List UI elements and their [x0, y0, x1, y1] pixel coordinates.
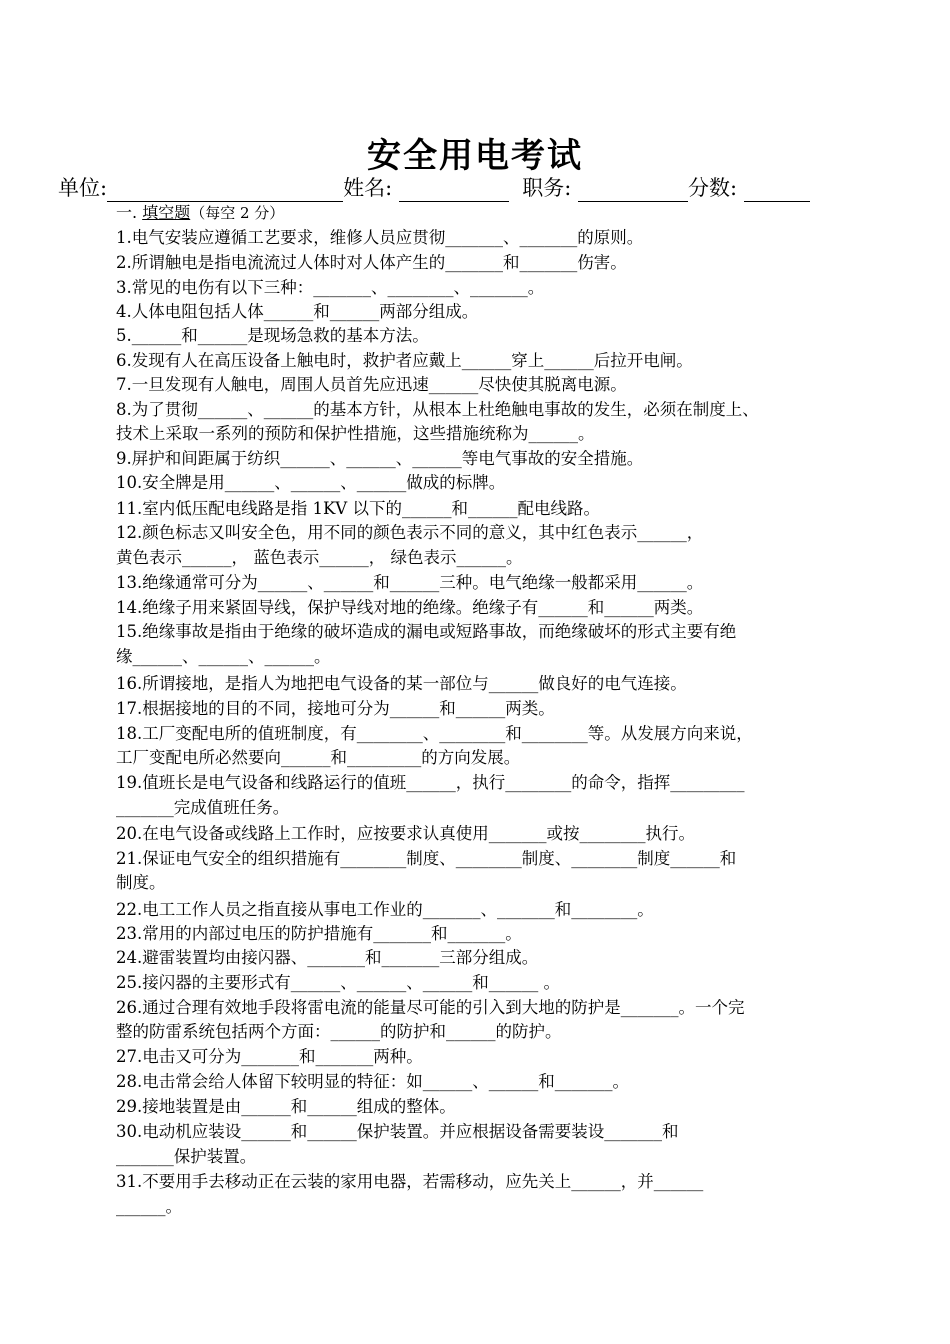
question-line: 13.绝缘通常可分为______、______和______三种。电气绝缘一般都采用______。 — [116, 573, 704, 592]
question-line: 27.电击又可分为_______和_______两种。 — [116, 1047, 423, 1066]
question-line: _______完成值班任务。 — [116, 798, 290, 817]
question-line: 工厂变配电所必然要向______和_________的方向发展。 — [116, 748, 521, 767]
question-line: 整的防雷系统包括两个方面：______的防护和______的防护。 — [116, 1022, 562, 1041]
question-line: 2.所谓触电是指电流流过人体时对人体产生的_______和_______伤害。 — [116, 253, 627, 272]
score-label: 分数: — [687, 176, 738, 200]
page-title: 安全用电考试 — [367, 136, 583, 176]
question-line: 29.接地装置是由______和______组成的整体。 — [116, 1097, 456, 1116]
section-header — [116, 202, 284, 224]
question-line: 3.常见的电伤有以下三种：_______、________、_______。 — [116, 278, 545, 297]
question-line: 24.避雷装置均由接闪器、_______和_______三部分组成。 — [116, 948, 539, 967]
section-title: 填空题 — [142, 203, 191, 222]
question-line: 6.发现有人在高压设备上触电时，救护者应戴上______穿上______后拉开电闸。 — [116, 351, 693, 370]
section-number: 一. — [116, 203, 138, 222]
question-line: 30.电动机应装设______和______保护装置。并应根据设备需要装设_______和 — [116, 1122, 679, 1141]
unit-blank[interactable] — [107, 179, 343, 202]
question-line: 26.通过合理有效地手段将雷电流的能量尽可能的引入到大地的防护是_______。一个完 — [116, 998, 745, 1017]
question-line: 20.在电气设备或线路上工作时，应按要求认真使用_______或按________执行。 — [116, 824, 695, 843]
unit-label: 单位: — [58, 176, 108, 200]
question-line: 8.为了贯彻______、______的基本方针，从根本上杜绝触电事故的发生，必须在制度上、 — [116, 400, 759, 419]
position-label: 职务: — [522, 176, 572, 200]
question-line: 23.常用的内部过电压的防护措施有_______和_______。 — [116, 924, 522, 943]
question-line: 31.不要用手去移动正在云装的家用电器，若需移动，应先关上______，并______ — [116, 1172, 704, 1191]
question-line: 22.电工工作人员之指直接从事电工作业的_______、_______和________。 — [116, 900, 654, 919]
question-line: 制度。 — [116, 873, 166, 892]
question-line: 9.屏护和间距属于纺织______、______、______等电气事故的安全措施。 — [116, 449, 644, 468]
question-line: 技术上采取一系列的预防和保护性措施，这些措施统称为______。 — [116, 424, 595, 443]
question-line: 17.根据接地的目的不同，接地可分为______和______两类。 — [116, 699, 555, 718]
question-line: 4.人体电阻包括人体______和______两部分组成。 — [116, 302, 479, 321]
question-line: 10.安全牌是用______、______、______做成的标牌。 — [116, 473, 506, 492]
question-line: 缘______、______、______。 — [116, 647, 331, 666]
question-line: 14.绝缘子用来紧固导线，保护导线对地的绝缘。绝缘子有______和______两类。 — [116, 598, 704, 617]
question-line: 16.所谓接地，是指人为地把电气设备的某一部位与______做良好的电气连接。 — [116, 674, 687, 693]
question-line: 1.电气安装应遵循工艺要求，维修人员应贯彻_______、_______的原则。 — [116, 228, 644, 247]
question-line: _______保护装置。 — [116, 1147, 257, 1166]
question-line: 5.______和______是现场急救的基本方法。 — [116, 326, 429, 345]
question-line: 21.保证电气安全的组织措施有________制度、________制度、________制度______和 — [116, 849, 737, 868]
name-label: 姓名: — [343, 176, 393, 200]
section-note: （每空 2 分） — [190, 204, 285, 222]
info-row — [58, 174, 810, 202]
question-line: 7.一旦发现有人触电，周围人员首先应迅速______尽快使其脱离电源。 — [116, 375, 627, 394]
question-line: 11.室内低压配电线路是指 1KV 以下的______和______配电线路。 — [116, 499, 600, 518]
question-line: 18.工厂变配电所的值班制度，有________、________和________等。从发展方向来说， — [116, 724, 753, 743]
question-line: 15.绝缘事故是指由于绝缘的破坏造成的漏电或短路事故，而绝缘破坏的形式主要有绝 — [116, 622, 737, 641]
question-line: 12.颜色标志又叫安全色，用不同的颜色表示不同的意义，其中红色表示______， — [116, 523, 704, 542]
position-blank[interactable] — [578, 179, 688, 202]
question-line: 黄色表示______， 蓝色表示______， 绿色表示______。 — [116, 548, 523, 567]
question-line: 28.电击常会给人体留下较明显的特征：如______、______和_______。 — [116, 1072, 629, 1091]
question-line: 25.接闪器的主要形式有______、______、______和______ 。 — [116, 973, 560, 992]
name-blank[interactable] — [399, 179, 509, 202]
question-line: 19.值班长是电气设备和线路运行的值班______，执行________的命令，指挥_________ — [116, 773, 745, 792]
score-blank[interactable] — [744, 179, 810, 202]
question-line: ______。 — [116, 1197, 182, 1216]
